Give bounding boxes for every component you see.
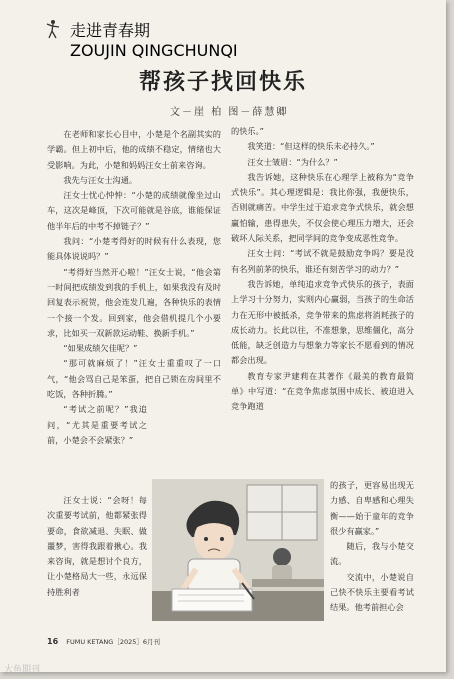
column-header [70,18,238,60]
classroom-exam-illustration [152,479,324,621]
paragraph: 的快乐。” [231,126,264,136]
paragraph: 我告诉她，单纯追求竞争式快乐的孩子，表面上学习十分努力，实则内心赢弱，当孩子的生命活力在无形中被抵杀，竞争带来的焦虑将消耗孩子的成长动力。长此以往，不准想象，思维僵化，高分低能，缺乏创造力与想象力等家长不愿看到的情况都会出现。 [231,278,414,366]
text-column-right-lower [330,478,414,616]
paragraph: “考试之前呢？”我追问，“尤其是重要考试之前，小楚会不会紧张？” [47,404,147,445]
text-column-left-lower [47,493,147,600]
paragraph: 汪女士问：“考试不就是鼓励竞争吗？要是没有名列前茅的快乐，谁还有刻苦学习的动力？” [231,248,414,274]
paragraph: 的孩子，更容易出现无力感、自卑感和心理失衡——始于童年的竞争很少有赢家。” [330,480,414,536]
text-column-right [231,124,414,415]
paragraph: 随后，我与小楚交流。 [330,541,414,567]
paragraph: 我笑道：“但这样的快乐未必持久。” [247,141,375,152]
column-pinyin: ZOUJIN QINGCHUNQI [70,41,238,60]
paragraph: 我先与汪女士沟通。 [63,174,138,185]
page-number: 16 [47,637,59,646]
paragraph: 交流中，小楚说自己快不快乐主要看考试结果。他考前担心会 [330,571,414,613]
paragraph: “那可就麻烦了！”汪女士重重叹了一口气，“他会骂自己是笨蛋，把自己锁在房间里不吃饭，各种折腾。” [47,358,221,400]
text-column-left [47,127,221,448]
source-watermark: 大鱼期刊 [4,665,41,675]
page-footer [47,637,160,646]
dancer-figure-icon [46,19,60,39]
column-name: 走进青春期 [70,21,151,40]
paragraph: 教育专家尹建莉在其著作《最美的教育最简单》中写道：“在竞争焦虑氛围中成长、被迫进入竞争跑道 [231,370,414,412]
paragraph: “考得好当然开心啦！”汪女士说，“他会第一时间把成绩发到我的手机上，如果我没有及时回复表示祝贺，他会连发几遍，各种快乐的表情一个接一个发。回到家，他会借机提几个小要求，比如买一双新款运动鞋、换新手机。” [47,266,221,338]
article-byline: 文－崖 柏 图－薛慧卿 [170,107,289,118]
paragraph: 我告诉她，这种快乐在心理学上被称为“竞争式快乐”。其心理逻辑是：我比你强，我便快乐，否则就痛苦。中学生过于追求竞争式快乐，就会想赢怕输，患得患失，不仅会使心理压力增大，还会破坏人际关系，把同学间的竞争变成恶性竞争。 [231,171,414,244]
paragraph: 我问：“小楚考得好的时候有什么表现，您能具体说说吗？” [47,236,221,262]
paragraph: 汪女士忧心忡忡：“小楚的成绩就像坐过山车，这次是峰顶，下次可能就是谷底，谁能保证他半年后的中考不掉链子？” [47,190,221,231]
paragraph: 在老师和家长心目中，小楚是个名副其实的学霸。但上初中后，他的成绩不稳定，情绪也大受影响。为此，小楚和妈妈汪女士前来咨询。 [47,129,221,170]
paragraph: 汪女士说：“会呀！每次重要考试前，他都紧张得要命，食欲减退、失眠、做噩梦，害得我跟着揪心。我来咨询，就是想讨个良方，让小楚格局大一些，永远保持胜利者 [47,495,147,597]
article-title: 帮孩子找回快乐 [138,70,307,95]
paragraph: “如果成绩欠佳呢？” [63,343,138,354]
paragraph: 汪女士皱眉：“为什么？” [247,156,338,167]
magazine-issue: FUMU KETANG［2025］6月刊 [66,638,161,646]
